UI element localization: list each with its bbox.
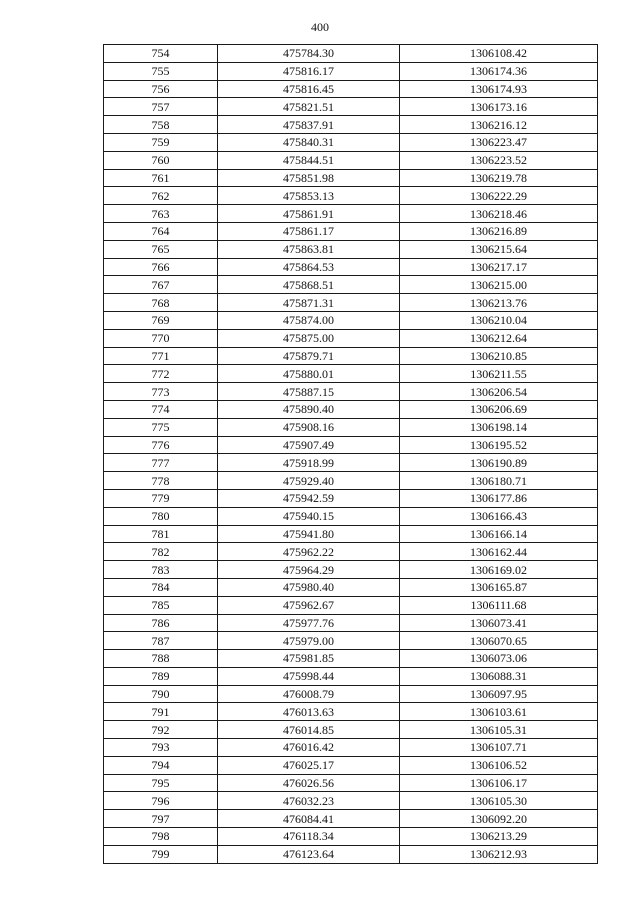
x-coordinate-cell: 475942.59 — [218, 489, 400, 507]
table-row — [104, 454, 598, 472]
page-number: 400 — [311, 20, 329, 34]
table-row — [104, 507, 598, 525]
table-row — [104, 845, 598, 863]
y-coordinate-cell: 1306206.54 — [400, 383, 598, 401]
x-coordinate-cell: 475977.76 — [218, 614, 400, 632]
table-row — [104, 258, 598, 276]
point-number-cell: 769 — [104, 311, 218, 329]
table-row — [104, 685, 598, 703]
point-number-cell: 785 — [104, 596, 218, 614]
table-row — [104, 774, 598, 792]
point-number-cell: 781 — [104, 525, 218, 543]
x-coordinate-cell: 475940.15 — [218, 507, 400, 525]
table-row — [104, 756, 598, 774]
table-row — [104, 578, 598, 596]
x-coordinate-cell: 475837.91 — [218, 116, 400, 134]
point-number-cell: 790 — [104, 685, 218, 703]
table-row — [104, 721, 598, 739]
x-coordinate-cell: 475821.51 — [218, 98, 400, 116]
table-row — [104, 205, 598, 223]
table-row — [104, 703, 598, 721]
y-coordinate-cell: 1306105.31 — [400, 721, 598, 739]
x-coordinate-cell: 475998.44 — [218, 667, 400, 685]
y-coordinate-cell: 1306218.46 — [400, 205, 598, 223]
table-row — [104, 792, 598, 810]
x-coordinate-cell: 475864.53 — [218, 258, 400, 276]
y-coordinate-cell: 1306206.69 — [400, 400, 598, 418]
x-coordinate-cell: 476014.85 — [218, 721, 400, 739]
x-coordinate-cell: 475874.00 — [218, 311, 400, 329]
coordinates-table-body — [104, 45, 598, 864]
x-coordinate-cell: 475880.01 — [218, 365, 400, 383]
y-coordinate-cell: 1306177.86 — [400, 489, 598, 507]
y-coordinate-cell: 1306088.31 — [400, 667, 598, 685]
x-coordinate-cell: 476016.42 — [218, 739, 400, 757]
table-row — [104, 596, 598, 614]
point-number-cell: 778 — [104, 472, 218, 490]
table-row — [104, 667, 598, 685]
x-coordinate-cell: 475941.80 — [218, 525, 400, 543]
table-row — [104, 133, 598, 151]
table-row — [104, 543, 598, 561]
x-coordinate-cell: 475980.40 — [218, 578, 400, 596]
x-coordinate-cell: 475816.17 — [218, 62, 400, 80]
y-coordinate-cell: 1306070.65 — [400, 632, 598, 650]
point-number-cell: 765 — [104, 240, 218, 258]
y-coordinate-cell: 1306215.64 — [400, 240, 598, 258]
y-coordinate-cell: 1306216.12 — [400, 116, 598, 134]
table-row — [104, 650, 598, 668]
y-coordinate-cell: 1306213.29 — [400, 828, 598, 846]
x-coordinate-cell: 476026.56 — [218, 774, 400, 792]
x-coordinate-cell: 476008.79 — [218, 685, 400, 703]
table-row — [104, 525, 598, 543]
x-coordinate-cell: 475908.16 — [218, 418, 400, 436]
point-number-cell: 789 — [104, 667, 218, 685]
point-number-cell: 779 — [104, 489, 218, 507]
point-number-cell: 757 — [104, 98, 218, 116]
x-coordinate-cell: 475816.45 — [218, 80, 400, 98]
x-coordinate-cell: 475844.51 — [218, 151, 400, 169]
y-coordinate-cell: 1306219.78 — [400, 169, 598, 187]
point-number-cell: 798 — [104, 828, 218, 846]
y-coordinate-cell: 1306107.71 — [400, 739, 598, 757]
point-number-cell: 795 — [104, 774, 218, 792]
y-coordinate-cell: 1306092.20 — [400, 810, 598, 828]
point-number-cell: 762 — [104, 187, 218, 205]
y-coordinate-cell: 1306169.02 — [400, 561, 598, 579]
point-number-cell: 791 — [104, 703, 218, 721]
x-coordinate-cell: 475981.85 — [218, 650, 400, 668]
x-coordinate-cell: 475868.51 — [218, 276, 400, 294]
table-row — [104, 98, 598, 116]
point-number-cell: 797 — [104, 810, 218, 828]
y-coordinate-cell: 1306223.47 — [400, 133, 598, 151]
y-coordinate-cell: 1306173.16 — [400, 98, 598, 116]
table-row — [104, 365, 598, 383]
y-coordinate-cell: 1306103.61 — [400, 703, 598, 721]
table-row — [104, 489, 598, 507]
y-coordinate-cell: 1306174.93 — [400, 80, 598, 98]
table-row — [104, 240, 598, 258]
table-row — [104, 276, 598, 294]
table-row — [104, 80, 598, 98]
table-row — [104, 45, 598, 63]
point-number-cell: 763 — [104, 205, 218, 223]
x-coordinate-cell: 475840.31 — [218, 133, 400, 151]
y-coordinate-cell: 1306190.89 — [400, 454, 598, 472]
point-number-cell: 764 — [104, 222, 218, 240]
x-coordinate-cell: 476013.63 — [218, 703, 400, 721]
point-number-cell: 793 — [104, 739, 218, 757]
point-number-cell: 792 — [104, 721, 218, 739]
x-coordinate-cell: 475875.00 — [218, 329, 400, 347]
table-row — [104, 169, 598, 187]
x-coordinate-cell: 476123.64 — [218, 845, 400, 863]
point-number-cell: 767 — [104, 276, 218, 294]
table-row — [104, 418, 598, 436]
y-coordinate-cell: 1306210.04 — [400, 311, 598, 329]
point-number-cell: 799 — [104, 845, 218, 863]
point-number-cell: 796 — [104, 792, 218, 810]
point-number-cell: 770 — [104, 329, 218, 347]
y-coordinate-cell: 1306073.06 — [400, 650, 598, 668]
y-coordinate-cell: 1306215.00 — [400, 276, 598, 294]
y-coordinate-cell: 1306108.42 — [400, 45, 598, 63]
x-coordinate-cell: 475929.40 — [218, 472, 400, 490]
x-coordinate-cell: 475863.81 — [218, 240, 400, 258]
table-row — [104, 614, 598, 632]
table-row — [104, 436, 598, 454]
table-row — [104, 347, 598, 365]
y-coordinate-cell: 1306106.17 — [400, 774, 598, 792]
point-number-cell: 787 — [104, 632, 218, 650]
y-coordinate-cell: 1306106.52 — [400, 756, 598, 774]
x-coordinate-cell: 475918.99 — [218, 454, 400, 472]
x-coordinate-cell: 476025.17 — [218, 756, 400, 774]
table-row — [104, 739, 598, 757]
table-row — [104, 329, 598, 347]
point-number-cell: 773 — [104, 383, 218, 401]
y-coordinate-cell: 1306222.29 — [400, 187, 598, 205]
x-coordinate-cell: 475871.31 — [218, 294, 400, 312]
y-coordinate-cell: 1306166.14 — [400, 525, 598, 543]
point-number-cell: 771 — [104, 347, 218, 365]
table-row — [104, 62, 598, 80]
x-coordinate-cell: 476084.41 — [218, 810, 400, 828]
x-coordinate-cell: 475907.49 — [218, 436, 400, 454]
table-row — [104, 400, 598, 418]
x-coordinate-cell: 475861.17 — [218, 222, 400, 240]
table-row — [104, 294, 598, 312]
table-row — [104, 472, 598, 490]
point-number-cell: 784 — [104, 578, 218, 596]
y-coordinate-cell: 1306165.87 — [400, 578, 598, 596]
y-coordinate-cell: 1306097.95 — [400, 685, 598, 703]
y-coordinate-cell: 1306111.68 — [400, 596, 598, 614]
table-row — [104, 116, 598, 134]
x-coordinate-cell: 475879.71 — [218, 347, 400, 365]
x-coordinate-cell: 475861.91 — [218, 205, 400, 223]
point-number-cell: 755 — [104, 62, 218, 80]
table-row — [104, 383, 598, 401]
y-coordinate-cell: 1306213.76 — [400, 294, 598, 312]
x-coordinate-cell: 476118.34 — [218, 828, 400, 846]
point-number-cell: 776 — [104, 436, 218, 454]
point-number-cell: 766 — [104, 258, 218, 276]
point-number-cell: 780 — [104, 507, 218, 525]
point-number-cell: 759 — [104, 133, 218, 151]
x-coordinate-cell: 475853.13 — [218, 187, 400, 205]
y-coordinate-cell: 1306162.44 — [400, 543, 598, 561]
point-number-cell: 761 — [104, 169, 218, 187]
point-number-cell: 758 — [104, 116, 218, 134]
point-number-cell: 788 — [104, 650, 218, 668]
x-coordinate-cell: 476032.23 — [218, 792, 400, 810]
y-coordinate-cell: 1306198.14 — [400, 418, 598, 436]
y-coordinate-cell: 1306210.85 — [400, 347, 598, 365]
x-coordinate-cell: 475784.30 — [218, 45, 400, 63]
table-row — [104, 561, 598, 579]
x-coordinate-cell: 475851.98 — [218, 169, 400, 187]
table-row — [104, 632, 598, 650]
y-coordinate-cell: 1306217.17 — [400, 258, 598, 276]
point-number-cell: 794 — [104, 756, 218, 774]
x-coordinate-cell: 475964.29 — [218, 561, 400, 579]
point-number-cell: 786 — [104, 614, 218, 632]
x-coordinate-cell: 475962.67 — [218, 596, 400, 614]
table-row — [104, 187, 598, 205]
point-number-cell: 783 — [104, 561, 218, 579]
table-row — [104, 151, 598, 169]
y-coordinate-cell: 1306105.30 — [400, 792, 598, 810]
point-number-cell: 760 — [104, 151, 218, 169]
point-number-cell: 768 — [104, 294, 218, 312]
y-coordinate-cell: 1306211.55 — [400, 365, 598, 383]
y-coordinate-cell: 1306216.89 — [400, 222, 598, 240]
point-number-cell: 777 — [104, 454, 218, 472]
y-coordinate-cell: 1306180.71 — [400, 472, 598, 490]
y-coordinate-cell: 1306195.52 — [400, 436, 598, 454]
y-coordinate-cell: 1306073.41 — [400, 614, 598, 632]
y-coordinate-cell: 1306212.64 — [400, 329, 598, 347]
table-row — [104, 828, 598, 846]
y-coordinate-cell: 1306223.52 — [400, 151, 598, 169]
table-row — [104, 311, 598, 329]
table-row — [104, 222, 598, 240]
point-number-cell: 772 — [104, 365, 218, 383]
x-coordinate-cell: 475979.00 — [218, 632, 400, 650]
point-number-cell: 754 — [104, 45, 218, 63]
x-coordinate-cell: 475890.40 — [218, 400, 400, 418]
x-coordinate-cell: 475962.22 — [218, 543, 400, 561]
point-number-cell: 782 — [104, 543, 218, 561]
coordinates-table — [103, 44, 598, 864]
y-coordinate-cell: 1306166.43 — [400, 507, 598, 525]
point-number-cell: 775 — [104, 418, 218, 436]
table-row — [104, 810, 598, 828]
point-number-cell: 774 — [104, 400, 218, 418]
y-coordinate-cell: 1306212.93 — [400, 845, 598, 863]
x-coordinate-cell: 475887.15 — [218, 383, 400, 401]
y-coordinate-cell: 1306174.36 — [400, 62, 598, 80]
point-number-cell: 756 — [104, 80, 218, 98]
